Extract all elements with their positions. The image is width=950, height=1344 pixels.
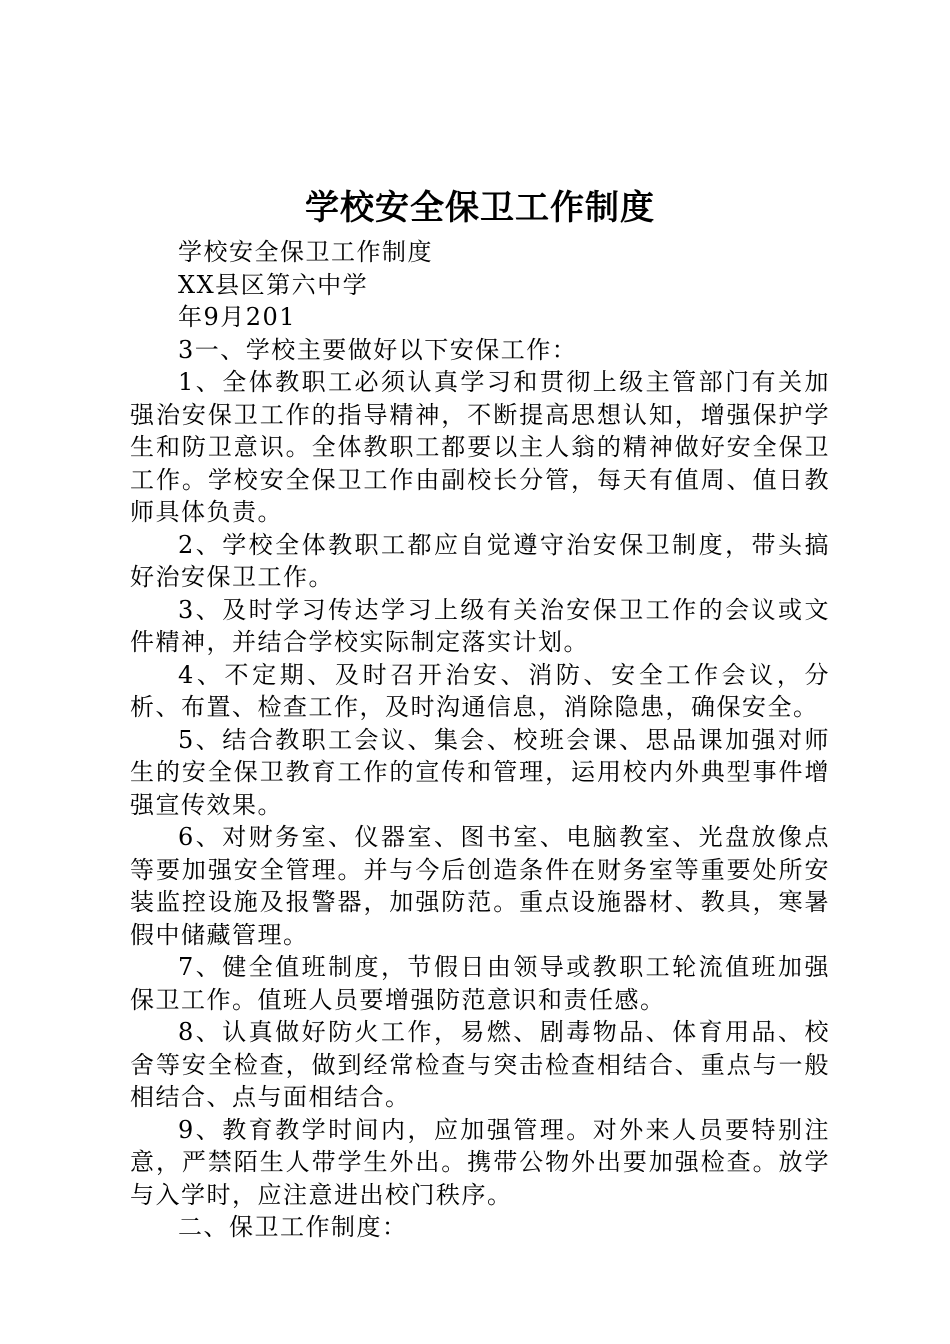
document-page <box>130 180 830 1244</box>
paragraph-item-2: 2、学校全体教职工都应自觉遵守治安保卫制度，带头搞好治安保卫工作。 <box>130 530 830 591</box>
paragraph-item-4: 4、不定期、及时召开治安、消防、安全工作会议，分析、布置、检查工作，及时沟通信息，消除隐患，确保安全。 <box>130 660 830 721</box>
paragraph-item-7: 7、健全值班制度，节假日由领导或教职工轮流值班加强保卫工作。值班人员要增强防范意识和责任感。 <box>130 953 830 1014</box>
paragraph-school-name: XX县区第六中学 <box>178 270 369 299</box>
paragraph-item-5: 5、结合教职工会议、集会、校班会课、思品课加强对师生的安全保卫教育工作的宣传和管理，运用校内外典型事件增强宣传效果。 <box>130 725 830 819</box>
paragraph-item-8: 8、认真做好防火工作，易燃、剧毒物品、体育用品、校舍等安全检查，做到经常检查与突击检查相结合、重点与一般相结合、点与面相结合。 <box>130 1018 830 1111</box>
paragraph-date: 年9月201 <box>178 303 297 331</box>
paragraph-item-1: 1、全体教职工必须认真学习和贯彻上级主管部门有关加强治安保卫工作的指导精神，不断提高思想认知，增强保护学生和防卫意识。全体教职工都要以主人翁的精神做好安全保卫工作。学校安全保卫工作由副校长分管，每天有值周、值日教师具体负责。 <box>130 368 830 526</box>
paragraph-section-two-heading: 二、保卫工作制度： <box>178 1213 408 1241</box>
paragraph-item-3: 3、及时学习传达学习上级有关治安保卫工作的会议或文件精神，并结合学校实际制定落实计划。 <box>130 595 830 656</box>
paragraph-subtitle: 学校安全保卫工作制度 <box>178 238 433 266</box>
paragraph-section-one-heading: 3一、学校主要做好以下安保工作： <box>178 335 578 364</box>
paragraph-item-9: 9、教育教学时间内，应加强管理。对外来人员要特别注意，严禁陌生人带学生外出。携带公物外出要加强检查。放学与入学时，应注意进出校门秩序。 <box>130 1115 830 1209</box>
paragraph-item-6: 6、对财务室、仪器室、图书室、电脑教室、光盘放像点等要加强安全管理。并与今后创造条件在财务室等重要处所安装监控设施及报警器，加强防范。重点设施器材、教具，寒暑假中储藏管理。 <box>130 823 830 949</box>
document-title: 学校安全保卫工作制度 <box>305 188 655 228</box>
document-body <box>130 236 830 1244</box>
